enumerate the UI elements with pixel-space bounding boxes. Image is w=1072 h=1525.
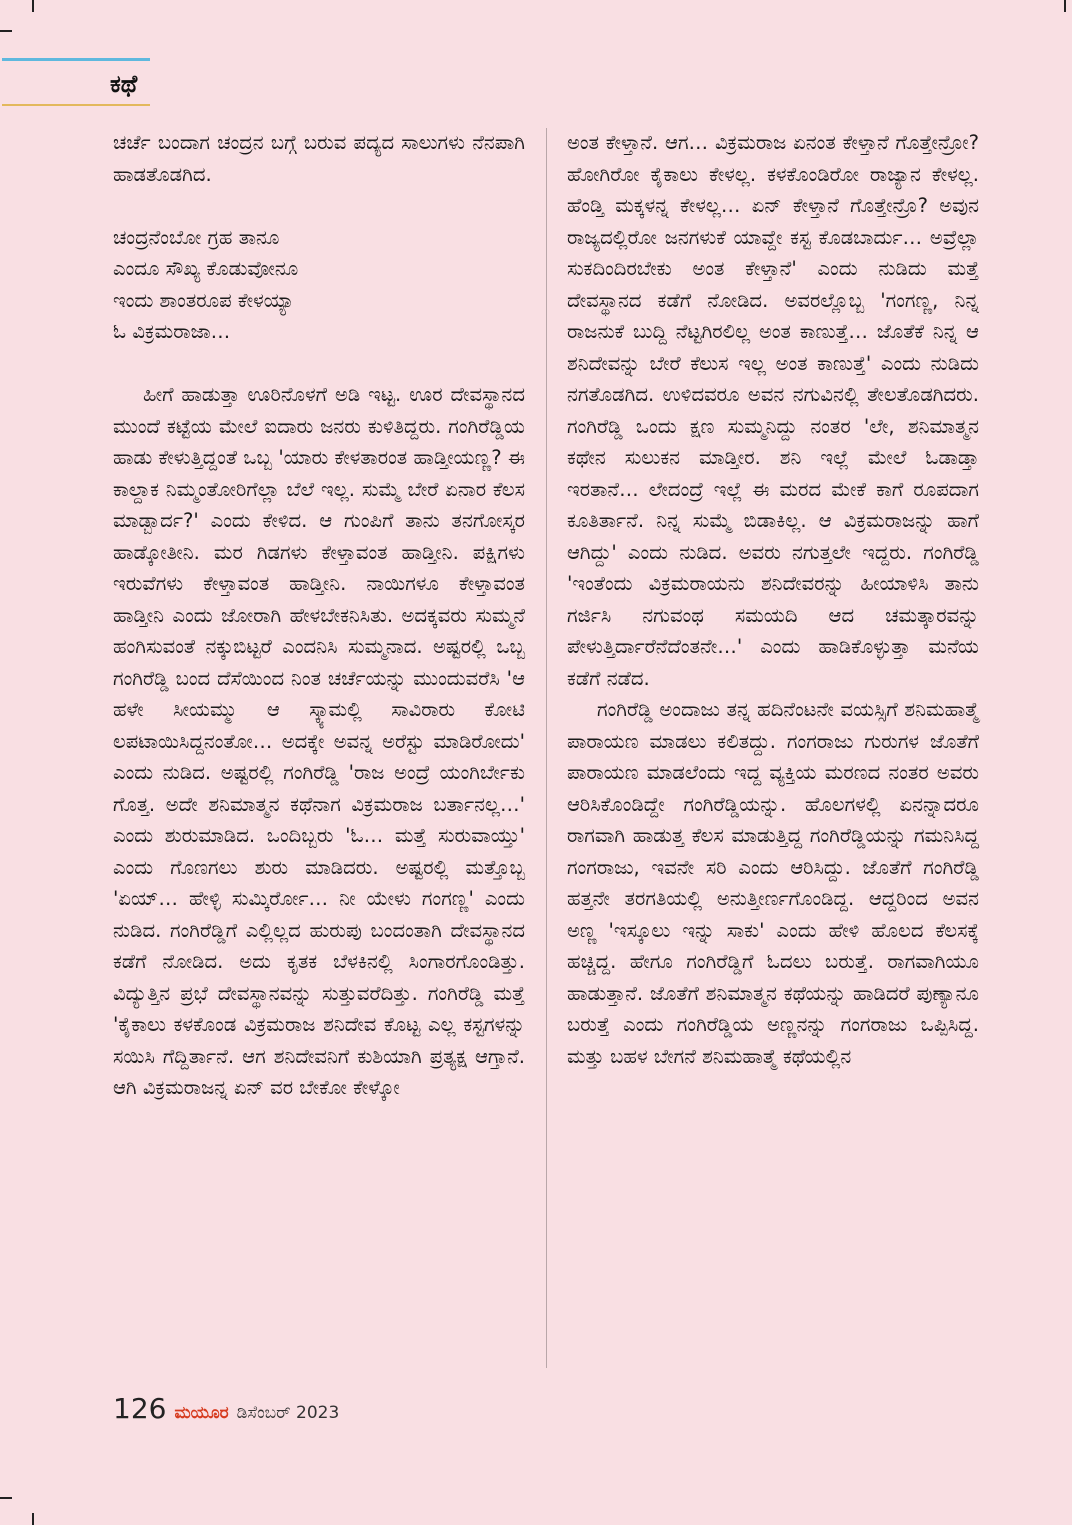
crop-mark xyxy=(32,0,34,12)
crop-mark xyxy=(32,1513,34,1525)
poem-stanza xyxy=(113,222,525,348)
page-footer xyxy=(113,1392,339,1425)
header-accent-bar xyxy=(2,58,150,61)
body-paragraph: ಗಂಗಿರೆಡ್ಡಿ ಅಂದಾಜು ತನ್ನ ಹದಿನೆಂಟನೇ ವಯಸ್ಸಿಗೆ ಶನಿಮಹಾತ್ಮೆ ಪಾರಾಯಣ ಮಾಡಲು ಕಲಿತದ್ದು. ಗಂಗರಾಜು ಗುರುಗಳ ಜೊತೆಗೆ ಪಾರಾಯಣ ಮಾಡಲೆಂದು ಇದ್ದ ವ್ಯಕ್ತಿಯ ಮರಣದ ನಂತರ ಅವರು ಆರಿಸಿಕೊಂಡಿದ್ದೇ ಗಂಗಿರೆಡ್ಡಿಯನ್ನು. ಹೊಲಗಳಲ್ಲಿ ಏನನ್ನಾದರೂ ರಾಗವಾಗಿ ಹಾಡುತ್ತ ಕೆಲಸ ಮಾಡುತ್ತಿದ್ದ ಗಂಗಿರೆಡ್ಡಿಯನ್ನು ಗಮನಿಸಿದ್ದ ಗಂಗರಾಜು, ಇವನೇ ಸರಿ ಎಂದು ಆರಿಸಿದ್ದು. ಜೊತೆಗೆ ಗಂಗಿರೆಡ್ಡಿ ಹತ್ತನೇ ತರಗತಿಯಲ್ಲಿ ಅನುತ್ತೀರ್ಣಗೊಂಡಿದ್ದ. ಆದ್ದರಿಂದ ಅವನ ಅಣ್ಣ 'ಇಸ್ಕೂಲು ಇನ್ನು ಸಾಕು' ಎಂದು ಹೇಳಿ ಹೊಲದ ಕೆಲಸಕ್ಕೆ ಹಚ್ಚಿದ್ದ. ಹೇಗೂ ಗಂಗಿರೆಡ್ಡಿಗೆ ಓದಲು ಬರುತ್ತೆ. ರಾಗವಾಗಿಯೂ ಹಾಡುತ್ತಾನೆ. ಜೊತೆಗೆ ಶನಿಮಾತ್ಮನ ಕಥೆಯನ್ನು ಹಾಡಿದರೆ ಪುಣ್ಯಾನೂ ಬರುತ್ತೆ ಎಂದು ಗಂಗಿರೆಡ್ಡಿಯ ಅಣ್ಣನನ್ನು ಗಂಗರಾಜು ಒಪ್ಪಿಸಿದ್ದ. ಮತ್ತು ಬಹಳ ಬೇಗನೆ ಶನಿಮಹಾತ್ಮೆ ಕಥೆಯಲ್ಲಿನ xyxy=(567,698,979,1068)
poem-line: ಓ ವಿಕ್ರಮರಾಜಾ… xyxy=(113,320,231,343)
crop-mark xyxy=(0,1497,12,1499)
body-paragraph: ಅಂತ ಕೇಳ್ತಾನೆ. ಆಗ… ವಿಕ್ರಮರಾಜ ಏನಂತ ಕೇಳ್ತಾನೆ ಗೊತ್ತೇನ್ರೋ? ಹೋಗಿರೋ ಕೈಕಾಲು ಕೇಳಲ್ಲ. ಕಳಕೊಂಡಿರೋ ರಾಜ್ಯಾನ ಕೇಳಲ್ಲ. ಹೆಂಡ್ತಿ ಮಕ್ಕಳನ್ನ ಕೇಳಲ್ಲ… ಏನ್ ಕೇಳ್ತಾನೆ ಗೊತ್ತೇನ್ರೊ? ಅವುನ ರಾಜ್ಯದಲ್ಲಿರೋ ಜನಗಳುಕೆ ಯಾವ್ದೇ ಕಸ್ಟ ಕೊಡಬಾರ್ದು… ಅವ್ರೆಲ್ಲಾ ಸುಕದಿಂದಿರಬೇಕು ಅಂತ ಕೇಳ್ತಾನೆ' ಎಂದು ನುಡಿದು ಮತ್ತೆ ದೇವಸ್ಥಾನದ ಕಡೆಗೆ ನೋಡಿದ. ಅವರಲ್ಲೊಬ್ಬ 'ಗಂಗಣ್ಣ, ನಿನ್ನ ರಾಜನುಕೆ ಬುದ್ದಿ ನೆಟ್ಟಗಿರಲಿಲ್ಲ ಅಂತ ಕಾಣುತ್ತೆ… ಜೊತೆಕೆ ನಿನ್ನ ಆ ಶನಿದೇವನ್ನು ಬೇರೆ ಕೆಲುಸ ಇಲ್ಲ ಅಂತ ಕಾಣುತ್ತೆ' ಎಂದು ನುಡಿದು ನಗತೊಡಗಿದ. ಉಳಿದವರೂ ಅವನ ನಗುವಿನಲ್ಲಿ ತೇಲತೊಡಗಿದರು. ಗಂಗಿರೆಡ್ಡಿ ಒಂದು ಕ್ಷಣ ಸುಮ್ಮನಿದ್ದು ನಂತರ 'ಲೇ, ಶನಿಮಾತ್ಮನ ಕಥೇನ ಸುಲುಕನ ಮಾಡ್ತೀರ. ಶನಿ ಇಲ್ಲೆ ಮೇಲೆ ಓಡಾಡ್ತಾ ಇರತಾನೆ… ಲೇದಂದ್ರೆ ಇಲ್ಲೆ ಈ ಮರದ ಮೇಕೆ ಕಾಗೆ ರೂಪದಾಗ ಕೂತಿರ್ತಾನೆ. ನಿನ್ನ ಸುಮ್ಮೆ ಬಿಡಾಕಿಲ್ಲ. ಆ ವಿಕ್ರಮರಾಜನ್ನು ಹಾಗೆ ಆಗಿದ್ದು' ಎಂದು ನುಡಿದ. ಅವರು ನಗುತ್ತಲೇ ಇದ್ದರು. ಗಂಗಿರೆಡ್ಡಿ 'ಇಂತೆಂದು ವಿಕ್ರಮರಾಯನು ಶನಿದೇವರನ್ನು ಹೀಯಾಳಿಸಿ ತಾನು ಗರ್ಜಿಸಿ ನಗುವಂಥ ಸಮಯದಿ ಆದ ಚಮತ್ಕಾರವನ್ನು ಪೇಳುತ್ತಿರ್ದಾರೆನೆದೆಂತನೇ…' ಎಂದು ಹಾಡಿಕೊಳ್ಳುತ್ತಾ ಮನೆಯ ಕಡೆಗೆ ನಡೆದ. xyxy=(567,131,979,690)
left-column xyxy=(113,127,525,1104)
column-divider xyxy=(546,128,547,1368)
body-paragraph: ಹೀಗೆ ಹಾಡುತ್ತಾ ಊರಿನೊಳಗೆ ಅಡಿ ಇಟ್ಟ. ಊರ ದೇವಸ್ಥಾನದ ಮುಂದೆ ಕಟ್ಟೆಯ ಮೇಲೆ ಐದಾರು ಜನರು ಕುಳಿತಿದ್ದರು. ಗಂಗಿರೆಡ್ಡಿಯ ಹಾಡು ಕೇಳುತ್ತಿದ್ದಂತೆ ಒಬ್ಬ 'ಯಾರು ಕೇಳತಾರಂತ ಹಾಡ್ತೀಯಣ್ಣ? ಈ ಕಾಲ್ದಾಕ ನಿಮ್ಮಂತೋರಿಗೆಲ್ಲಾ ಬೆಲೆ ಇಲ್ಲ. ಸುಮ್ಮೆ ಬೇರೆ ಏನಾರ ಕೆಲಸ ಮಾಡ್ಬಾರ್ದ?' ಎಂದು ಕೇಳಿದ. ಆ ಗುಂಪಿಗೆ ತಾನು ತನಗೋಸ್ಕರ ಹಾಡ್ಕೋತೀನಿ. ಮರ ಗಿಡಗಳು ಕೇಳ್ತಾವಂತ ಹಾಡ್ತೀನಿ. ಪಕ್ಷಿಗಳು ಇರುವೆಗಳು ಕೇಳ್ತಾವಂತ ಹಾಡ್ತೀನಿ. ನಾಯಿಗಳೂ ಕೇಳ್ತಾವಂತ ಹಾಡ್ತೀನಿ ಎಂದು ಜೋರಾಗಿ ಹೇಳಬೇಕನಿಸಿತು. ಅದಕ್ಕವರು ಸುಮ್ಮನೆ ಹಂಗಿಸುವಂತೆ ನಕ್ಕುಬಿಟ್ಟರೆ ಎಂದನಿಸಿ ಸುಮ್ಮನಾದ. ಅಷ್ಟರಲ್ಲಿ ಒಬ್ಬ ಗಂಗಿರೆಡ್ಡಿ ಬಂದ ದೆಸೆಯಿಂದ ನಿಂತ ಚರ್ಚೆಯನ್ನು ಮುಂದುವರೆಸಿ 'ಆ ಹಳೇ ಸೀಯಮ್ಮು ಆ ಸ್ಕ್ಯಾಮಲ್ಲಿ ಸಾವಿರಾರು ಕೋಟಿ ಲಪಟಾಯಿಸಿದ್ದನಂತೋ… ಅದಕ್ಕೇ ಅವನ್ನ ಅರೆಸ್ಟು ಮಾಡಿರೋದು' ಎಂದು ನುಡಿದ. ಅಷ್ಟರಲ್ಲಿ ಗಂಗಿರೆಡ್ಡಿ 'ರಾಜ ಅಂದ್ರೆ ಯಂಗಿರ್ಬೇಕು ಗೊತ್ತ. ಅದೇ ಶನಿಮಾತ್ಮನ ಕಥೆನಾಗ ವಿಕ್ರಮರಾಜ ಬರ್ತಾನಲ್ಲ…' ಎಂದು ಶುರುಮಾಡಿದ. ಒಂದಿಬ್ಬರು 'ಓ… ಮತ್ತೆ ಸುರುವಾಯ್ತು' ಎಂದು ಗೊಣಗಲು ಶುರು ಮಾಡಿದರು. ಅಷ್ಟರಲ್ಲಿ ಮತ್ತೊಬ್ಬ 'ಏಯ್… ಹೇಳ್ಳಿ ಸುಮ್ಕಿರ್ರೋ… ನೀ ಯೇಳು ಗಂಗಣ್ಣ' ಎಂದು ನುಡಿದ. ಗಂಗಿರೆಡ್ಡಿಗೆ ಎಲ್ಲಿಲ್ಲದ ಹುರುಪು ಬಂದಂತಾಗಿ ದೇವಸ್ಥಾನದ ಕಡೆಗೆ ನೋಡಿದ. ಅದು ಕೃತಕ ಬೆಳಕಿನಲ್ಲಿ ಸಿಂಗಾರಗೊಂಡಿತ್ತು. ವಿದ್ಯುತ್ತಿನ ಪ್ರಭೆ ದೇವಸ್ಥಾನವನ್ನು ಸುತ್ತುವರೆದಿತ್ತು. ಗಂಗಿರೆಡ್ಡಿ ಮತ್ತೆ 'ಕೈಕಾಲು ಕಳಕೊಂಡ ವಿಕ್ರಮರಾಜ ಶನಿದೇವ ಕೊಟ್ಟ ಎಲ್ಲ ಕಸ್ಟಗಳನ್ನು ಸಯಿಸಿ ಗೆದ್ದಿರ್ತಾನೆ. ಆಗ ಶನಿದೇವನಿಗೆ ಕುಶಿಯಾಗಿ ಪ್ರತ್ಯಕ್ಷ ಆಗ್ತಾನೆ. ಆಗಿ ವಿಕ್ರಮರಾಜನ್ನ ಏನ್ ವರ ಬೇಕೋ ಕೇಳ್ಕೋ xyxy=(113,383,525,1099)
page-number: 126 xyxy=(113,1392,167,1425)
intro-paragraph: ಚರ್ಚೆ ಬಂದಾಗ ಚಂದ್ರನ ಬಗ್ಗೆ ಬರುವ ಪದ್ಯದ ಸಾಲುಗಳು ನೆನಪಾಗಿ ಹಾಡತೊಡಗಿದ. xyxy=(113,131,525,186)
crop-mark xyxy=(0,30,12,32)
right-column xyxy=(567,127,979,1072)
crop-mark xyxy=(1064,0,1066,12)
section-title: ಕಥೆ xyxy=(110,70,138,98)
header-underline xyxy=(2,104,150,106)
poem-line: ಚಂದ್ರನೆಂಬೋ ಗ್ರಹ ತಾನೂ xyxy=(113,225,280,249)
poem-line: ಇಂದು ಶಾಂತರೂಪ ಕೇಳಯ್ಯಾ xyxy=(113,288,295,312)
issue-date: ಡಿಸೆಂಬರ್ 2023 xyxy=(236,1403,340,1423)
magazine-logo: ಮಯೂರ xyxy=(174,1403,229,1423)
poem-line: ಎಂದೂ ಸೌಖ್ಯ ಕೊಡುವೋನೂ xyxy=(113,257,299,280)
